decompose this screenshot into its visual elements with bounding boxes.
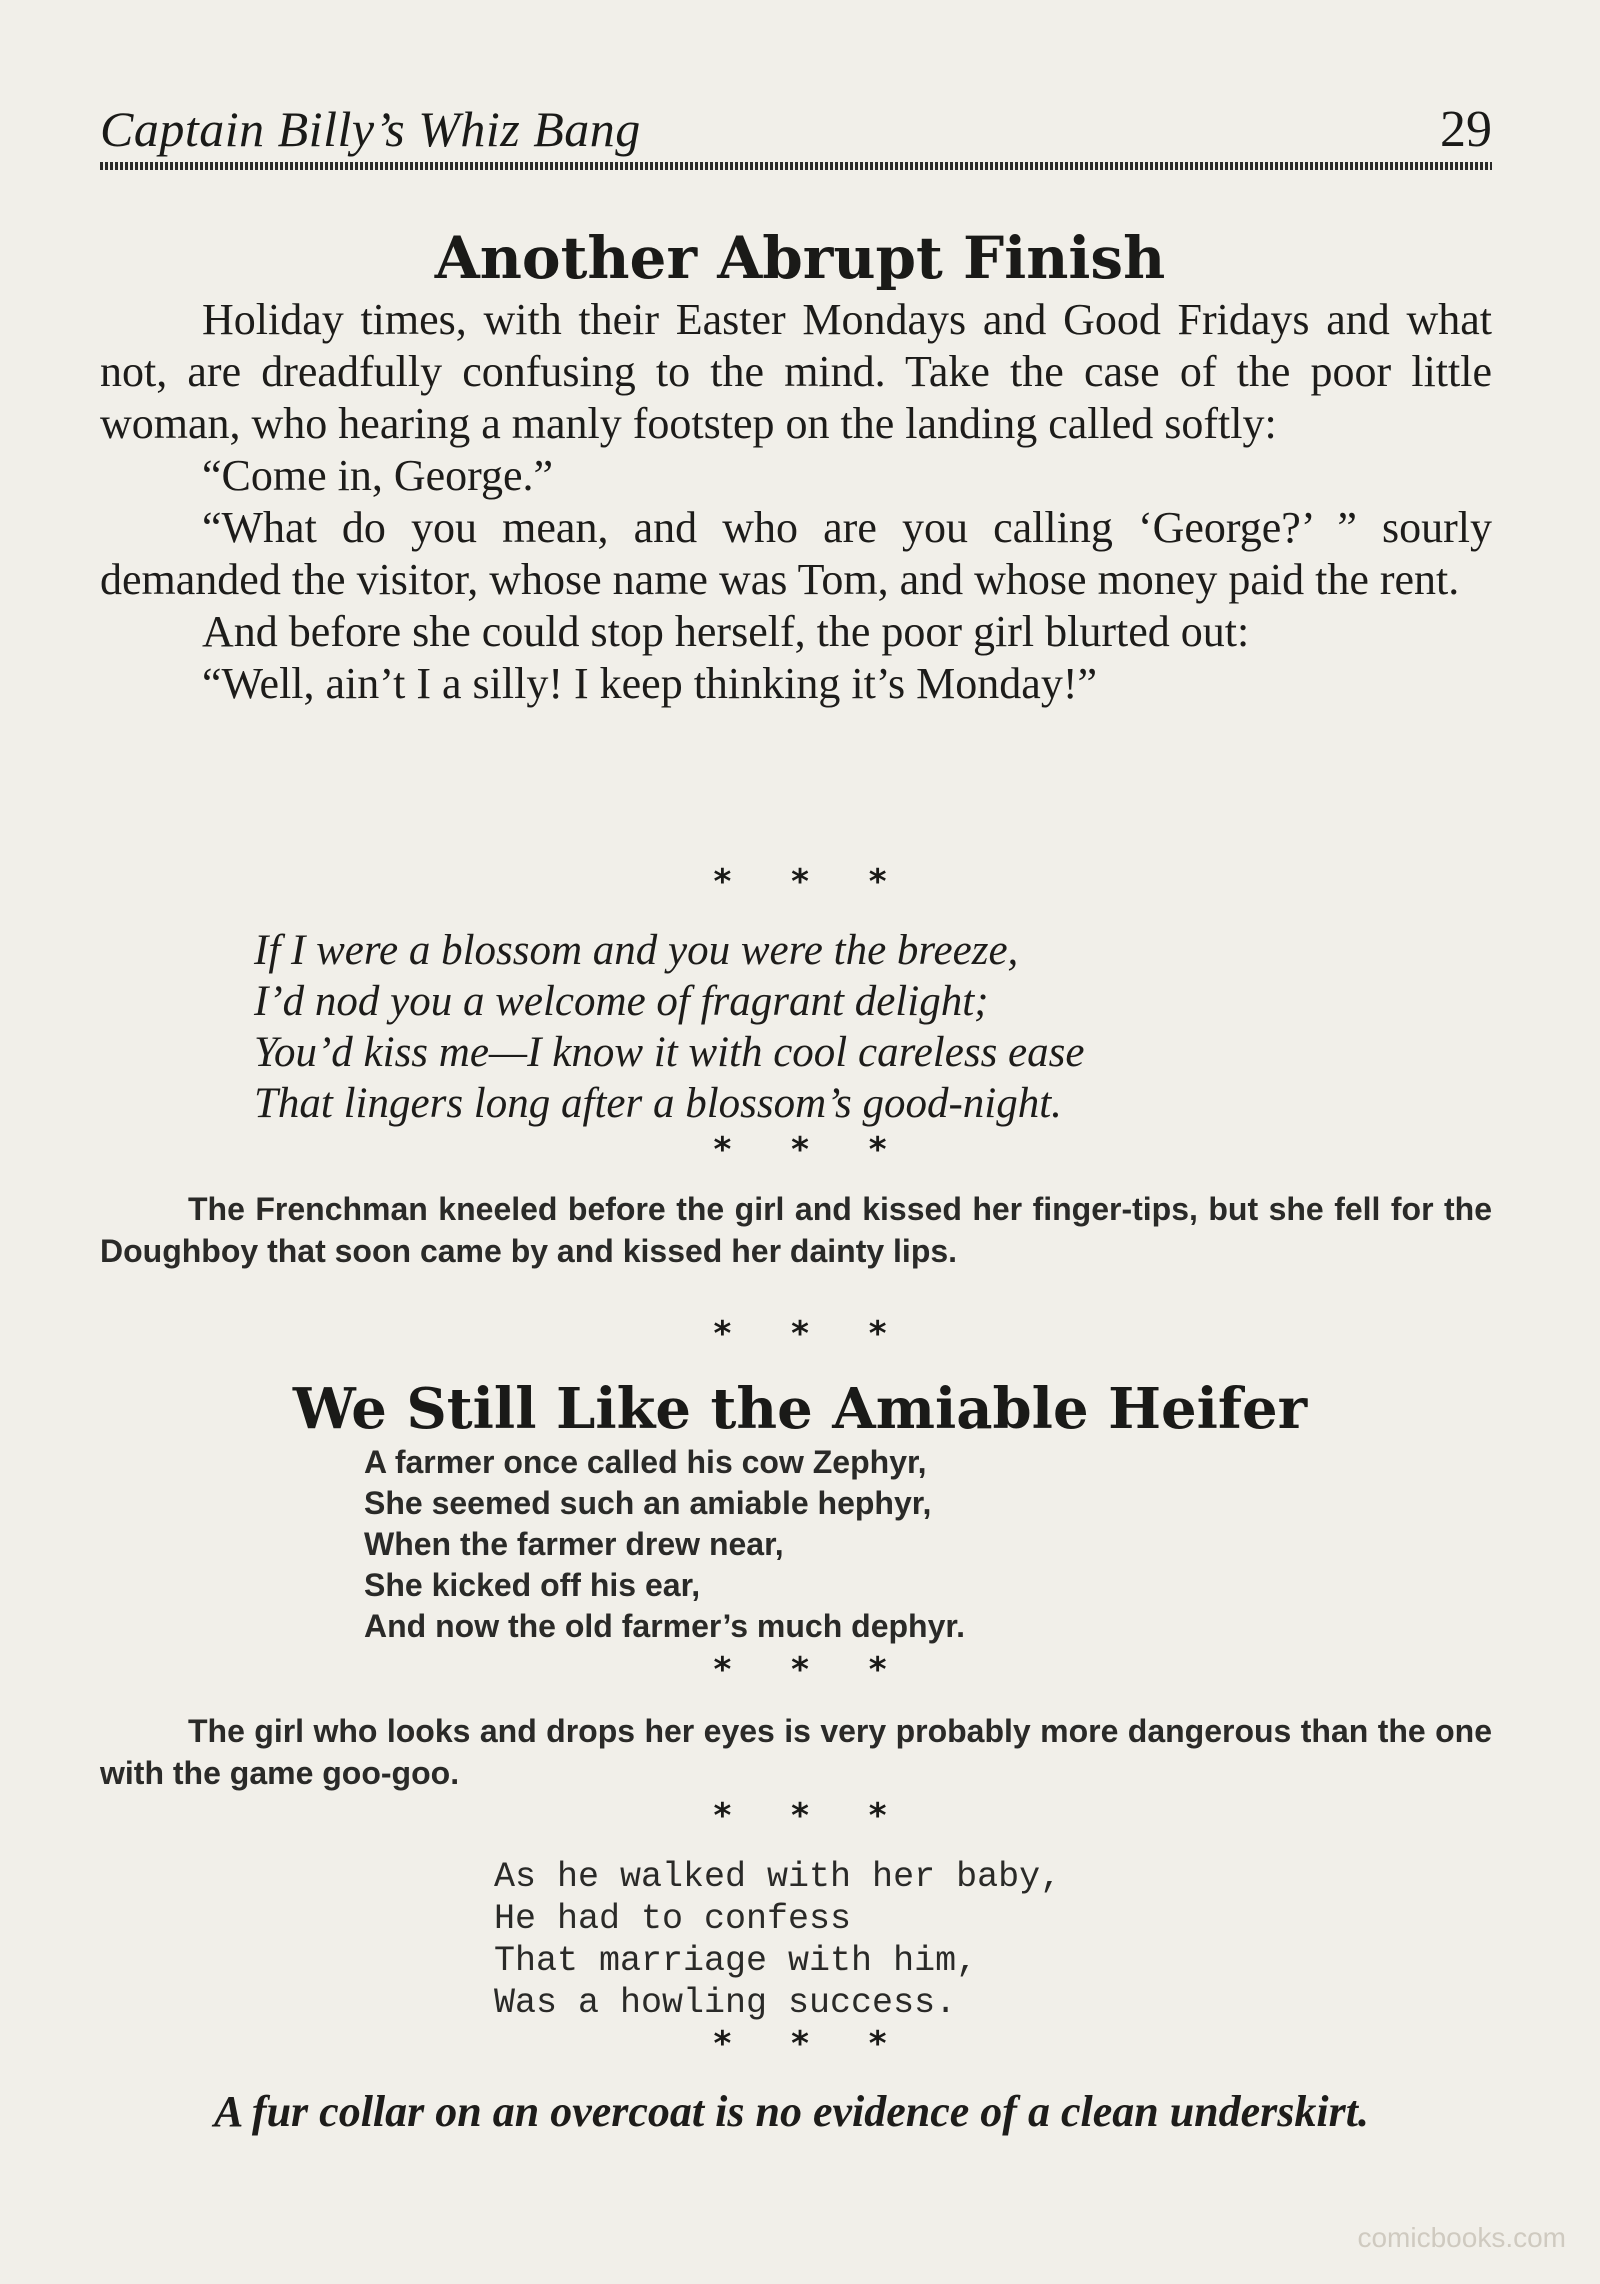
joke-text: The girl who looks and drops her eyes is very probably more dangerous than the one with the game goo-goo. xyxy=(100,1713,1492,1791)
story-paragraph: Holiday times, with their Easter Mondays and Good Fridays and what not, are dreadfully confusing to the mind. Take the case of the poor little woman, who hearing a manly footstep on the landing called softly: xyxy=(100,295,1492,448)
poem-line: As he walked with her baby, xyxy=(494,1857,1062,1897)
separator-stars: * * * xyxy=(713,1130,887,1170)
separator-stars: * * * xyxy=(713,1796,887,1836)
poem-baby xyxy=(494,1856,1061,2024)
limerick-line: And now the old farmer’s much dephyr. xyxy=(364,1608,965,1644)
running-header xyxy=(100,100,1492,170)
joke-goo-goo xyxy=(100,1710,1492,1794)
joke-frenchman xyxy=(100,1188,1492,1272)
header-rule xyxy=(100,162,1492,170)
limerick-line: A farmer once called his cow Zephyr, xyxy=(364,1444,927,1480)
poem-line: That lingers long after a blossom’s good-night. xyxy=(254,1080,1062,1127)
limerick-line: She kicked off his ear, xyxy=(364,1567,701,1603)
section-title-abrupt-finish: Another Abrupt Finish xyxy=(434,224,1166,292)
story-punchline: “Well, ain’t I a silly! I keep thinking it’s Monday!” xyxy=(202,659,1097,708)
story-abrupt-finish xyxy=(100,294,1492,710)
poem-line: If I were a blossom and you were the breeze, xyxy=(254,927,1019,974)
poem-line: That marriage with him, xyxy=(494,1941,978,1981)
section-title-amiable-heifer: We Still Like the Amiable Heifer xyxy=(292,1376,1308,1442)
magazine-title: Captain Billy’s Whiz Bang xyxy=(100,101,641,157)
poem-blossom xyxy=(254,925,1084,1129)
limerick-zephyr xyxy=(364,1442,965,1647)
poem-line: He had to confess xyxy=(494,1899,852,1939)
story-paragraph: And before she could stop herself, the poor girl blurted out: xyxy=(202,607,1250,656)
closing-quip xyxy=(100,2086,1492,2138)
separator-stars: * * * xyxy=(713,2024,887,2064)
closing-text: A fur collar on an overcoat is no evidence of a clean underskirt. xyxy=(214,2087,1369,2136)
story-dialog-line: “Come in, George.” xyxy=(202,451,554,500)
limerick-line: She seemed such an amiable hephyr, xyxy=(364,1485,932,1521)
page-number: 29 xyxy=(1440,101,1492,158)
poem-line: I’d nod you a welcome of fragrant delight; xyxy=(254,978,989,1025)
separator-stars: * * * xyxy=(713,1314,887,1354)
separator-stars: * * * xyxy=(713,862,887,902)
watermark: comicbooks.com xyxy=(1357,2222,1566,2253)
joke-text: The Frenchman kneeled before the girl and kissed her finger-tips, but she fell for the Doughboy that soon came by and kissed her dainty lips. xyxy=(100,1191,1492,1269)
story-paragraph: “What do you mean, and who are you calling ‘George?’ ” sourly demanded the visitor, whose name was Tom, and whose money paid the rent. xyxy=(100,503,1492,604)
poem-line: You’d kiss me—I know it with cool careless ease xyxy=(254,1029,1085,1076)
separator-stars: * * * xyxy=(713,1650,887,1690)
limerick-line: When the farmer drew near, xyxy=(364,1526,784,1562)
poem-line: Was a howling success. xyxy=(494,1983,957,2023)
